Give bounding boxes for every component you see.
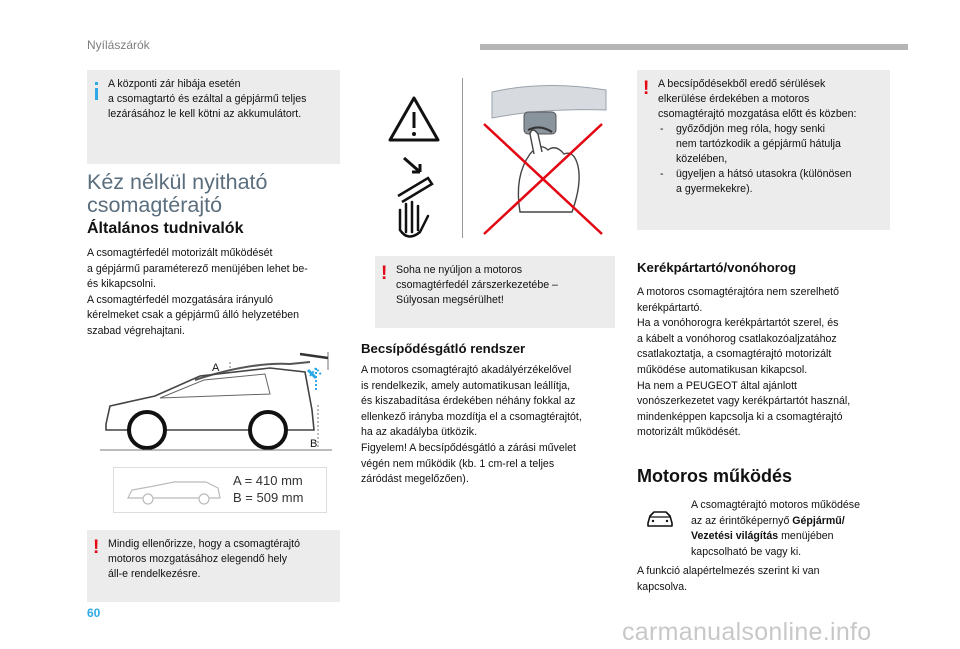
info-icon-bar (95, 88, 98, 100)
info-box (87, 70, 340, 164)
anti-pinch-line: A motoros csomagtérajtó akadályérzékelővel (361, 364, 572, 376)
general-line: szabad végrehajtani. (87, 324, 185, 337)
warning-line: Soha ne nyúljon a motoros (396, 264, 523, 276)
general-line: A csomagtérfedél mozgatására irányuló (87, 293, 274, 306)
latch-hand-illustration (474, 80, 614, 238)
page-number: 60 (87, 606, 101, 620)
general-line: a gépjármű paraméterező menüjében lehet be- (87, 262, 308, 275)
car-clearance-diagram (100, 350, 340, 460)
info-box-text (108, 77, 338, 122)
towbar-line: motorizált működését. (637, 426, 741, 439)
warning-box-hand (375, 256, 615, 328)
section-title (87, 171, 267, 217)
warning-line: közelében, (676, 153, 728, 165)
warning-line: csomagtérfedél zárszerkezetébe – (396, 279, 558, 291)
motor-text-span: menüjében (778, 530, 834, 543)
dimension-a: A = 410 mm (233, 473, 303, 488)
motor-line: A funkció alapértelmezés szerint ki van (637, 565, 820, 577)
motor-default-text (637, 564, 897, 595)
general-line: és kikapcsolni. (87, 278, 156, 291)
dimensions-panel (113, 467, 327, 513)
info-line: lezárásához le kell kötni az akkumulátort. (108, 108, 302, 120)
towbar-line: vonószerkezetet vagy kerékpártartót használ, (637, 395, 851, 408)
warning-line: elkerülése érdekében a motoros (658, 93, 810, 105)
menu-path: Vezetési világítás (691, 530, 779, 543)
warning-list (658, 122, 888, 197)
general-text (87, 246, 347, 340)
section-title-line: csomagtérajtó (87, 193, 223, 217)
towbar-line: működése automatikusan kikapcsol. (637, 363, 808, 376)
anti-pinch-heading: Becsípődésgátló rendszer (361, 341, 526, 356)
towbar-line: Ha a vonóhorogra kerékpártartót szerel, és (637, 317, 839, 330)
towbar-text (637, 285, 897, 441)
warning-line: motoros mozgatásához elegendő hely (108, 553, 288, 565)
motor-line: kapcsolható be vagy ki. (691, 545, 802, 558)
motor-text (691, 498, 901, 560)
warning-icon: ! (643, 78, 650, 99)
warning-line: - ügyeljen a hátsó utasokra (különösen (676, 168, 852, 180)
hazard-hand-pictogram (388, 92, 444, 242)
towbar-line: kerékpártartó. (637, 301, 703, 314)
warning-line: - győződjön meg róla, hogy senki (676, 123, 825, 135)
label-b: B (310, 438, 318, 450)
general-heading: Általános tudnivalók (87, 220, 244, 237)
general-line: A csomagtérfedél motorizált működését (87, 247, 273, 259)
warning-line: A becsípődésekből eredő sérülések (658, 78, 826, 90)
info-line: a csomagtartó és ezáltal a gépjármű teljes (108, 93, 307, 105)
towbar-line: mindenképpen kapcsolja ki a csomagtérajtó (637, 410, 843, 423)
motor-line (691, 529, 901, 545)
dimension-b: B = 509 mm (233, 490, 304, 505)
warning-line: a gyermekekre). (676, 183, 753, 195)
label-a: A (212, 362, 220, 374)
towbar-line: a kábelt a vonóhorog csatlakozóaljzatához (637, 332, 837, 345)
car-outline-icon (124, 480, 224, 506)
warning-line: csomagtérajtó mozgatása előtt és közben: (658, 108, 857, 120)
warning-line: Mindig ellenőrizze, hogy a csomagtérajtó (108, 538, 300, 550)
warning-list-item (658, 167, 888, 197)
car-settings-icon (645, 509, 675, 529)
anti-pinch-line: Figyelem! A becsípődésgátló a zárási művelet (361, 441, 576, 454)
motor-heading: Motoros működés (637, 466, 793, 486)
anti-pinch-line: ellenkező irányba mozdítja el a csomagtérajtót, (361, 410, 582, 423)
watermark: carmanualsonline.info (622, 618, 872, 646)
warning-text (658, 77, 888, 197)
warning-text (396, 263, 611, 308)
warning-icon: ! (381, 263, 388, 284)
warning-icon: ! (93, 537, 100, 558)
general-line: kérelmeket csak a gépjármű álló helyzetében (87, 309, 299, 322)
warning-line: áll-e rendelkezésre. (108, 568, 201, 580)
towbar-line: A motoros csomagtérajtóra nem szerelhető (637, 286, 839, 298)
towbar-line: csatlakoztatja, a csomagtérajtó motorizált (637, 348, 832, 361)
motor-line (691, 514, 901, 530)
warning-box-pinch (637, 70, 890, 230)
anti-pinch-line: végén nem működik (kb. 1 cm-rel a teljes (361, 457, 555, 470)
anti-pinch-line: és kiszabadítása érdekében néhány fokkal az (361, 395, 576, 408)
anti-pinch-text (361, 363, 621, 488)
anti-pinch-line: ha az akadályba ütközik. (361, 426, 478, 439)
warning-text (108, 537, 338, 582)
warning-line: Súlyosan megsérülhet! (396, 294, 504, 306)
warning-box-clearance (87, 530, 340, 602)
section-header: Nyílászárók (87, 38, 150, 52)
motor-text-span: az az érintőképernyő (691, 514, 793, 527)
header-bar (480, 44, 908, 50)
column-divider (462, 78, 463, 238)
menu-path: Gépjármű/ (792, 514, 845, 527)
motor-line: kapcsolva. (637, 580, 688, 593)
anti-pinch-line: is rendelkezik, amely automatikusan leállítja, (361, 379, 571, 392)
warning-list-item (658, 122, 888, 167)
warning-line: nem tartózkodik a gépjármű hátulja (676, 138, 841, 150)
anti-pinch-line: záródást megelőzően). (361, 473, 469, 486)
towbar-line: Ha nem a PEUGEOT által ajánlott (637, 379, 797, 392)
section-title-line: Kéz nélkül nyitható (87, 170, 268, 194)
motor-line: A csomagtérajtó motoros működése (691, 499, 860, 511)
info-icon (95, 82, 98, 85)
towbar-heading: Kerékpártartó/vonóhorog (637, 260, 797, 275)
info-line: A központi zár hibája esetén (108, 78, 241, 90)
